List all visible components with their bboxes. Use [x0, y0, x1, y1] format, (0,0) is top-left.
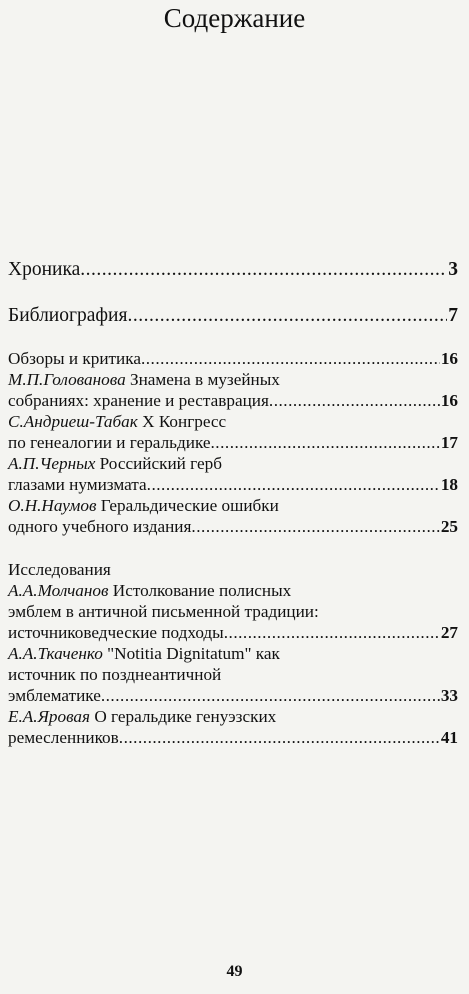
article-title: одного учебного издания	[8, 517, 192, 536]
article-title: Геральдические ошибки	[96, 496, 279, 515]
article-title: Российский герб	[95, 454, 222, 473]
page-number: 27	[440, 623, 458, 642]
toc-article	[8, 580, 458, 643]
page-number: 25	[440, 517, 458, 536]
article-title: эмблем в античной письменной традиции:	[8, 602, 319, 621]
leader-dots	[119, 727, 440, 748]
leader-dots	[191, 516, 439, 537]
article-author: А.П.Черных	[8, 454, 96, 473]
leader-dots	[211, 432, 440, 453]
toc-entry-chronicle	[8, 258, 458, 282]
toc-article	[8, 453, 458, 495]
leader-dots	[141, 348, 440, 369]
article-author: С.Андриеш-Табак	[8, 412, 138, 431]
section-label: Библиография	[8, 305, 128, 326]
article-title: собраниях: хранение и реставрация	[8, 391, 269, 410]
article-title: источниковедческие подходы	[8, 623, 224, 642]
page-number: 16	[440, 349, 458, 368]
article-title: по генеалогии и геральдике	[8, 433, 211, 452]
section-research	[8, 559, 458, 748]
article-title: источник по позднеантичной	[8, 665, 222, 684]
toc-article	[8, 706, 458, 748]
article-title: эмблематике	[8, 686, 101, 705]
page-footer-number: 49	[226, 963, 243, 980]
leader-dots	[127, 304, 447, 328]
article-author: М.П.Голованова	[8, 370, 126, 389]
article-author: А.А.Молчанов	[8, 581, 109, 600]
article-author: О.Н.Наумов	[8, 496, 97, 515]
toc-article	[8, 643, 458, 706]
article-title: "Notitia Dignitatum" как	[102, 644, 280, 663]
section-label: Обзоры и критика	[8, 349, 141, 368]
page-number: 18	[440, 475, 458, 494]
article-title: Знамена в музейных	[125, 370, 280, 389]
page-number: 41	[440, 728, 458, 747]
article-title: О геральдике генуэзских	[90, 707, 277, 726]
article-author: А.А.Ткаченко	[8, 644, 103, 663]
table-of-contents	[8, 258, 458, 748]
article-title: ремесленников	[8, 728, 119, 747]
article-author: Е.А.Яровая	[8, 707, 91, 726]
toc-article	[8, 369, 458, 411]
article-title: X Конгресс	[137, 412, 227, 431]
page-number: 17	[440, 433, 458, 452]
page-title: Содержание	[163, 3, 306, 33]
article-title: глазами нумизмата	[8, 475, 147, 494]
leader-dots	[147, 474, 440, 495]
toc-article	[8, 411, 458, 453]
section-label: Исследования	[8, 560, 111, 579]
page-number: 16	[440, 391, 458, 410]
toc-entry-reviews	[8, 348, 458, 369]
leader-dots	[269, 390, 440, 411]
section-reviews	[8, 348, 458, 537]
article-title: Истолкование полисных	[108, 581, 292, 600]
section-label: Хроника	[8, 259, 81, 280]
page-number: 33	[440, 686, 458, 705]
leader-dots	[80, 258, 447, 282]
leader-dots	[224, 622, 440, 643]
page-number: 7	[448, 305, 458, 326]
toc-article	[8, 495, 458, 537]
toc-entry-bibliography	[8, 304, 458, 328]
page-number: 3	[448, 259, 458, 280]
leader-dots	[101, 685, 440, 706]
